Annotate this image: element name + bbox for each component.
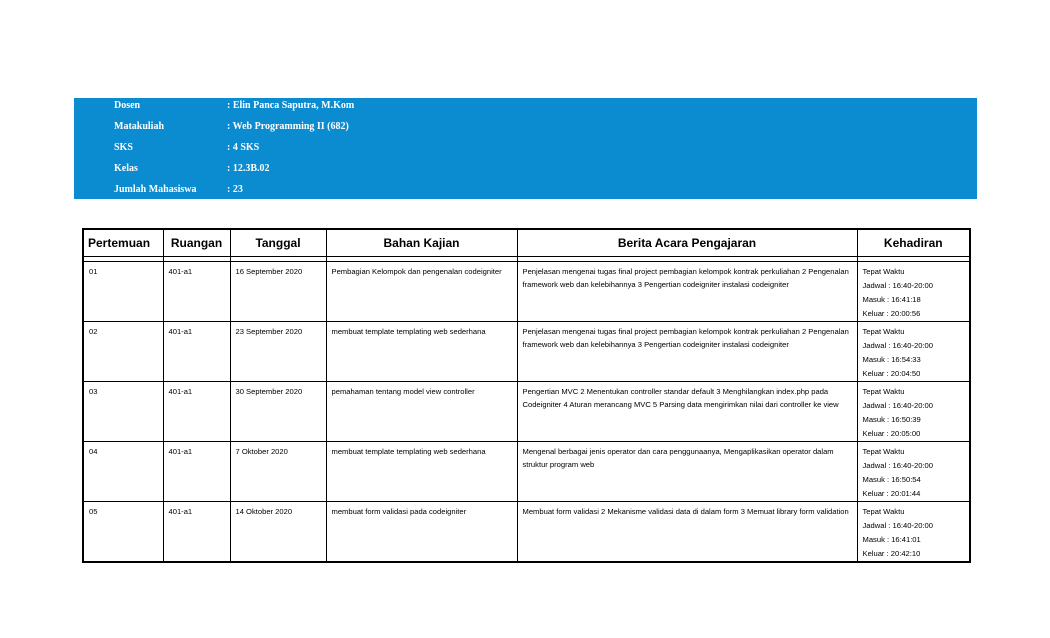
- kehadiran-masuk: Masuk : 16:50:39: [862, 415, 921, 424]
- info-row-dosen: [74, 99, 977, 120]
- cell-tanggal: 7 Oktober 2020: [230, 442, 326, 502]
- kehadiran-masuk: Masuk : 16:41:18: [862, 295, 921, 304]
- cell-pertemuan: 05: [83, 502, 163, 563]
- cell-berita-acara: Mengenal berbagai jenis operator dan cara penggunaanya, Mengaplikasikan operator dalam struktur program web: [517, 442, 857, 502]
- cell-pertemuan: 01: [83, 262, 163, 322]
- cell-tanggal: 23 September 2020: [230, 322, 326, 382]
- kehadiran-status: Tepat Waktu: [862, 327, 905, 336]
- cell-kehadiran: [857, 262, 970, 322]
- attendance-table: [82, 228, 971, 563]
- cell-kehadiran: [857, 442, 970, 502]
- cell-bahan-kajian: pemahaman tentang model view controller: [326, 382, 517, 442]
- cell-kehadiran: [857, 502, 970, 563]
- info-label: SKS: [114, 142, 133, 153]
- course-info-band: [74, 98, 977, 199]
- table-header-row: [83, 229, 970, 257]
- cell-berita-acara: Penjelasan mengenai tugas final project pembagian kelompok kontrak perkuliahan 2 Pengenalan framework web dan kelebihannya 3 Pengertian codeigniter instalasi codeigniter: [517, 262, 857, 322]
- kehadiran-status: Tepat Waktu: [862, 267, 905, 276]
- kehadiran-keluar: Keluar : 20:05:00: [862, 429, 921, 438]
- cell-pertemuan: 03: [83, 382, 163, 442]
- kehadiran-status: Tepat Waktu: [862, 447, 905, 456]
- table-row: [83, 442, 970, 502]
- cell-bahan-kajian: membuat template templating web sederhana: [326, 322, 517, 382]
- kehadiran-jadwal: Jadwal : 16:40-20:00: [862, 341, 934, 350]
- cell-ruangan: 401-a1: [163, 262, 230, 322]
- kehadiran-keluar: Keluar : 20:01:44: [862, 489, 921, 498]
- cell-kehadiran: [857, 322, 970, 382]
- kehadiran-keluar: Keluar : 20:04:50: [862, 369, 921, 378]
- kehadiran-masuk: Masuk : 16:50:54: [862, 475, 921, 484]
- cell-berita-acara: Penjelasan mengenai tugas final project pembagian kelompok kontrak perkuliahan 2 Pengenalan framework web dan kelebihannya 3 Pengertian codeigniter instalasi codeigniter: [517, 322, 857, 382]
- header-pertemuan: Pertemuan: [83, 229, 163, 257]
- cell-berita-acara: Membuat form validasi 2 Mekanisme validasi data di dalam form 3 Memuat library form validation: [517, 502, 857, 563]
- info-value: : Web Programming II (682): [227, 121, 349, 132]
- header-ruangan: Ruangan: [163, 229, 230, 257]
- table-row: [83, 382, 970, 442]
- kehadiran-jadwal: Jadwal : 16:40-20:00: [862, 521, 934, 530]
- kehadiran-jadwal: Jadwal : 16:40-20:00: [862, 401, 934, 410]
- info-value: : 23: [227, 184, 243, 195]
- table-row: [83, 322, 970, 382]
- info-label: Matakuliah: [114, 121, 165, 132]
- cell-pertemuan: 02: [83, 322, 163, 382]
- kehadiran-masuk: Masuk : 16:41:01: [862, 535, 921, 544]
- cell-ruangan: 401-a1: [163, 502, 230, 563]
- info-row-jumlah-mahasiswa: [74, 183, 977, 204]
- header-bahan-kajian: Bahan Kajian: [326, 229, 517, 257]
- cell-pertemuan: 04: [83, 442, 163, 502]
- kehadiran-keluar: Keluar : 20:42:10: [862, 549, 921, 558]
- kehadiran-jadwal: Jadwal : 16:40-20:00: [862, 461, 934, 470]
- table-row: [83, 502, 970, 563]
- info-value: : Elin Panca Saputra, M.Kom: [227, 100, 355, 111]
- kehadiran-jadwal: Jadwal : 16:40-20:00: [862, 281, 934, 290]
- cell-bahan-kajian: membuat form validasi pada codeigniter: [326, 502, 517, 563]
- info-label: Kelas: [114, 163, 138, 174]
- cell-berita-acara: Pengertian MVC 2 Menentukan controller standar default 3 Menghilangkan index.php pada Codeigniter 4 Aturan merancang MVC 5 Parsing data mengirimkan nilai dari controller ke view: [517, 382, 857, 442]
- cell-tanggal: 16 September 2020: [230, 262, 326, 322]
- info-row-kelas: [74, 162, 977, 183]
- info-label: Dosen: [114, 100, 141, 111]
- cell-tanggal: 30 September 2020: [230, 382, 326, 442]
- header-kehadiran: Kehadiran: [857, 229, 970, 257]
- info-row-sks: [74, 141, 977, 162]
- info-value: : 12.3B.02: [227, 163, 270, 174]
- header-tanggal: Tanggal: [230, 229, 326, 257]
- table-row: [83, 262, 970, 322]
- kehadiran-masuk: Masuk : 16:54:33: [862, 355, 921, 364]
- info-label: Jumlah Mahasiswa: [114, 184, 197, 195]
- cell-bahan-kajian: Pembagian Kelompok dan pengenalan codeigniter: [326, 262, 517, 322]
- cell-kehadiran: [857, 382, 970, 442]
- cell-ruangan: 401-a1: [163, 322, 230, 382]
- cell-ruangan: 401-a1: [163, 382, 230, 442]
- kehadiran-status: Tepat Waktu: [862, 387, 905, 396]
- cell-bahan-kajian: membuat template templating web sederhana: [326, 442, 517, 502]
- header-berita-acara: Berita Acara Pengajaran: [517, 229, 857, 257]
- info-value: : 4 SKS: [227, 142, 260, 153]
- cell-tanggal: 14 Oktober 2020: [230, 502, 326, 563]
- kehadiran-status: Tepat Waktu: [862, 507, 905, 516]
- cell-ruangan: 401-a1: [163, 442, 230, 502]
- info-row-matakuliah: [74, 120, 977, 141]
- kehadiran-keluar: Keluar : 20:00:56: [862, 309, 921, 318]
